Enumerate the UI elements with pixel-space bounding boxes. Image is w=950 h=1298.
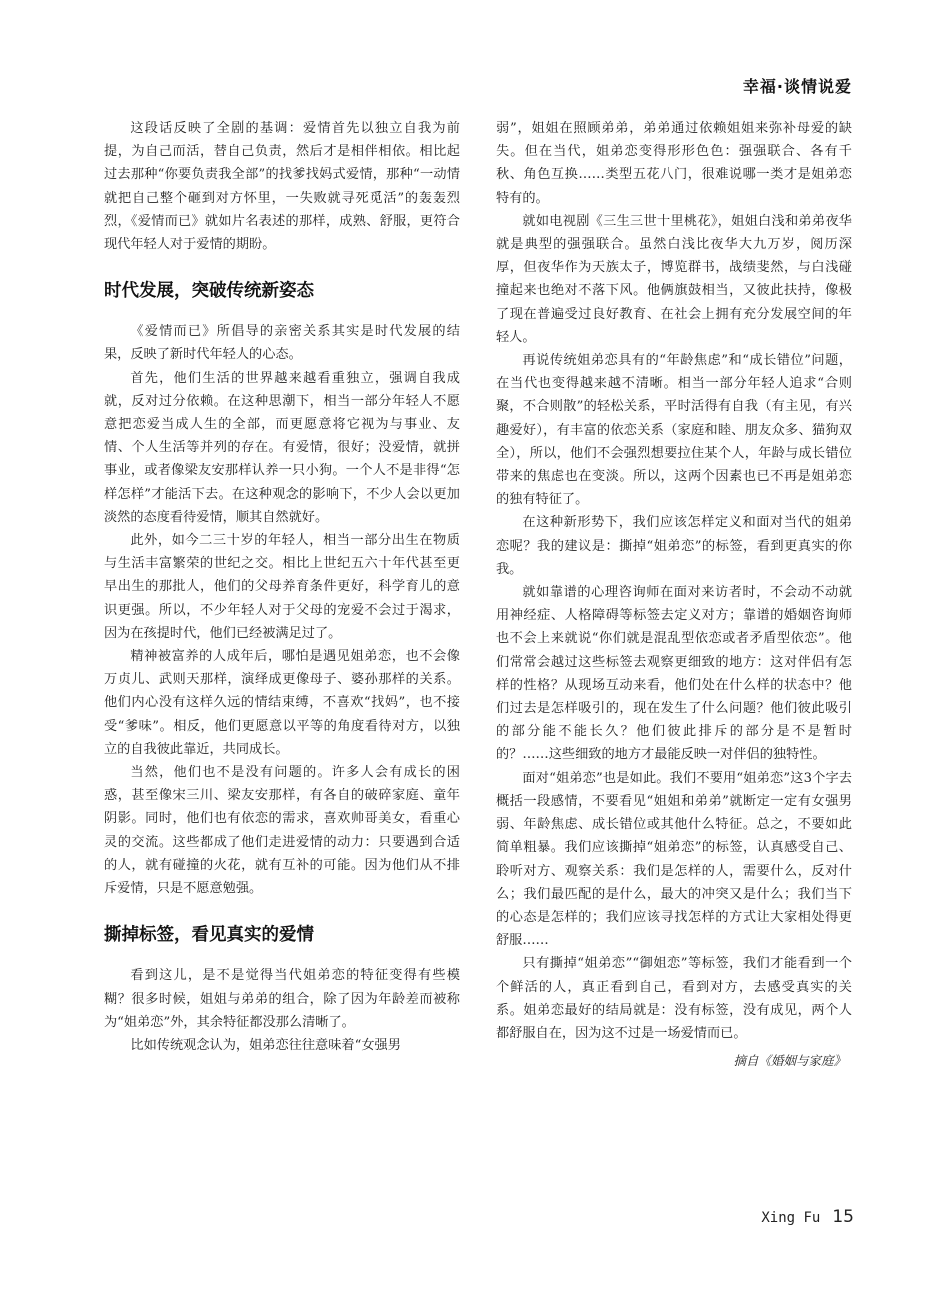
paragraph: 只有撕掉“姐弟恋”“御姐恋”等标签，我们才能看到一个个鲜活的人，真正看到自己，看到对方，去感受真实的关系。姐弟恋最好的结局就是：没有标签，没有成见，两个人都舒服自在，因为这不过是一场爱情而已。 bbox=[496, 956, 852, 1041]
paragraph: 看到这儿，是不是觉得当代姐弟恋的特征变得有些模糊？很多时候，姐姐与弟弟的组合，除了因为年龄差而被称为“姐弟恋”外，其余特征都没那么清晰了。 bbox=[104, 968, 460, 1030]
page-number: 15 bbox=[832, 1207, 854, 1227]
paragraph: 就如电视剧《三生三世十里桃花》，姐姐白浅和弟弟夜华就是典型的强强联合。虽然白浅比夜华大九万岁，阅历深厚，但夜华作为天族太子，博览群书，战绩斐然，与白浅碰撞起来也绝对不落下风。他俩旗鼓相当，又彼此扶持，像极了现在普遍受过良好教育、在社会上拥有充分发展空间的年轻人。 bbox=[496, 213, 852, 345]
paragraph: 就如靠谱的心理咨询师在面对来访者时，不会动不动就用神经症、人格障碍等标签去定义对方；靠谱的婚姻咨询师也不会上来就说“你们就是混乱型依恋或者矛盾型依恋”。他们常常会越过这些标签去观察更细致的地方：这对伴侣有怎样的性格？从现场互动来看，他们处在什么样的状态中？他们过去是怎样吸引的，现在发生了什么问题？他们彼此吸引的部分能不能长久？他们彼此排斥的部分是不是暂时的？……这些细致的地方才最能反映一对伴侣的独特性。 bbox=[496, 585, 852, 763]
source-attribution: 摘自《婚姻与家庭》 bbox=[733, 1053, 846, 1069]
paragraph: 再说传统姐弟恋具有的“年龄焦虑”和“成长错位”问题，在当代也变得越来越不清晰。相当一部分年轻人追求“合则聚，不合则散”的轻松关系，平时活得有自我（有主见，有兴趣爱好），有丰富的依恋关系（家庭和睦、朋友众多、猫狗双全），所以，他们不会强烈想要拉住某个人，年龄与成长错位带来的焦虑也在变淡。所以，这两个因素也已不再是姐弟恋的独有特征了。 bbox=[496, 353, 852, 508]
paragraph: 此外，如今二三十岁的年轻人，相当一部分出生在物质与生活丰富繁荣的世纪之交。相比上世纪五六十年代甚至更早出生的那批人，他们的父母养育条件更好，科学育儿的意识更强。所以，不少年轻人对于父母的宠爱不会过于渴求，因为在孩提时代，他们已经被满足过了。 bbox=[104, 533, 460, 641]
paragraph: 弱”，姐姐在照顾弟弟，弟弟通过依赖姐姐来弥补母爱的缺失。但在当代，姐弟恋变得形形色色：强强联合、各有千秋、角色互换……类型五花八门，很难说哪一类才是姐弟恋特有的。 bbox=[496, 121, 852, 206]
paragraph: 首先，他们生活的世界越来越看重独立，强调自我成就，反对过分依赖。在这种思潮下，相当一部分年轻人不愿意把恋爱当成人生的全部，而更愿意将它视为与事业、友情、个人生活等并列的存在。有爱情，很好；没爱情，就拼事业，或者像梁友安那样认养一只小狗。一个人不是非得“怎样怎样”才能活下去。在这种观念的影响下，不少人会以更加淡然的态度看待爱情，顺其自然就好。 bbox=[104, 370, 460, 525]
magazine-brand: Xing Fu bbox=[761, 1210, 821, 1226]
section-heading: 时代发展，突破传统新姿态 bbox=[104, 281, 314, 302]
paragraph: 比如传统观念认为，姐弟恋往往意味着“女强男 bbox=[130, 1037, 401, 1053]
paragraph: 这段话反映了全剧的基调：爱情首先以独立自我为前提，为自己而活，替自己负责，然后才是相伴相依。相比起过去那种“你要负责我全部”的找爹找妈式爱情，那种“一动情就把自己整个砸到对方怀里，一失败就寻死觅活”的轰轰烈烈，《爱情而已》就如片名表述的那样，成熟、舒服，更符合现代年轻人对于爱情的期盼。 bbox=[104, 121, 460, 253]
paragraph: 面对“姐弟恋”也是如此。我们不要用“姐弟恋”这3个字去概括一段感情，不要看见“姐姐和弟弟”就断定一定有女强男弱、年龄焦虑、成长错位或其他什么特征。总之，不要如此简单粗暴。我们应该撕掉“姐弟恋”的标签，认真感受自己、聆听对方、观察关系：我们是怎样的人，需要什么，反对什么；我们最匹配的是什么，最大的冲突又是什么；我们当下的心态是怎样的；我们应该寻找怎样的方式让大家相处得更舒服…… bbox=[496, 770, 852, 949]
section-header: 幸福·谈情说爱 bbox=[742, 77, 852, 96]
left-column bbox=[104, 117, 460, 1057]
paragraph: 《爱情而已》所倡导的亲密关系其实是时代发展的结果，反映了新时代年轻人的心态。 bbox=[104, 324, 460, 363]
paragraph: 当然，他们也不是没有问题的。许多人会有成长的困惑，甚至像宋三川、梁友安那样，有各自的破碎家庭、童年阴影。同时，他们也有依恋的需求，喜欢帅哥美女，看重心灵的交流。这些都成了他们走进爱情的动力：只要遇到合适的人，就有碰撞的火花，就有互补的可能。因为他们从不排斥爱情，只是不愿意勉强。 bbox=[104, 765, 460, 897]
paragraph: 精神被富养的人成年后，哪怕是遇见姐弟恋，也不会像万贞儿、武则天那样，演绎成更像母子、婆孙那样的关系。他们内心没有这样久远的情结束缚，不喜欢“找妈”，也不接受“爹味”。相反，他们更愿意以平等的角度看待对方，以独立的自我彼此靠近，共同成长。 bbox=[104, 649, 460, 757]
paragraph: 在这种新形势下，我们应该怎样定义和面对当代的姐弟恋呢？我的建议是：撕掉“姐弟恋”的标签，看到更真实的你我。 bbox=[496, 515, 852, 577]
section-heading: 撕掉标签，看见真实的爱情 bbox=[104, 925, 314, 946]
page-footer bbox=[761, 1207, 854, 1227]
right-column bbox=[496, 117, 852, 1072]
